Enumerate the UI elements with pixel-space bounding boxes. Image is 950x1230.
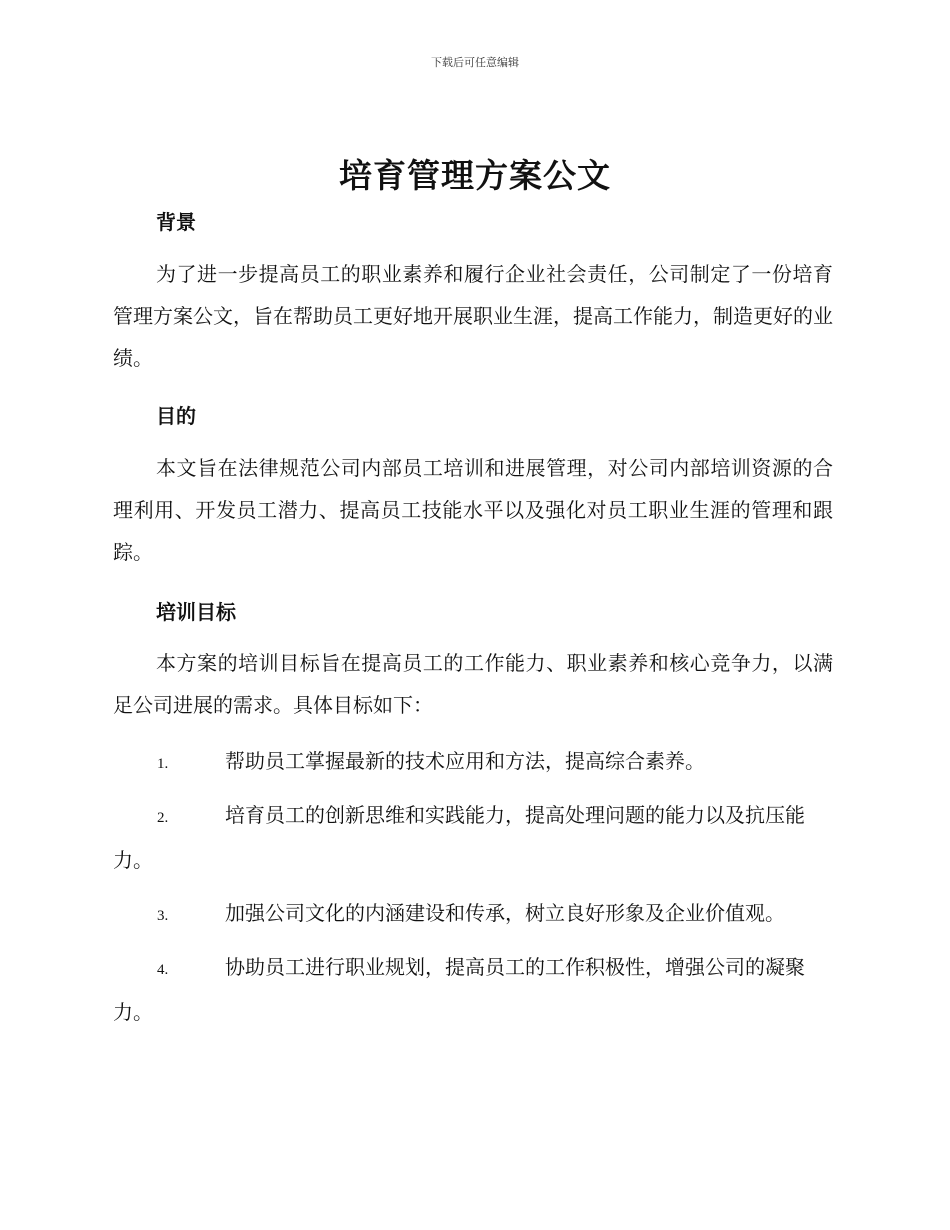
list-item-text: 培育员工的创新思维和实践能力，提高处理问题的能力以及抗压能力。 [113, 803, 805, 872]
paragraph-background: 为了进一步提高员工的职业素养和履行企业社会责任，公司制定了一份培育管理方案公文，旨在帮助员工更好地开展职业生涯，提高工作能力，制造更好的业绩。 [113, 262, 833, 370]
list-item-number: 1. [157, 756, 169, 772]
section-heading-background: 背景 [156, 210, 196, 234]
list-item [113, 892, 833, 937]
document-title: 培育管理方案公文 [339, 156, 611, 195]
list-item-number: 3. [157, 908, 169, 924]
list-item-text: 帮助员工掌握最新的技术应用和方法，提高综合素养。 [225, 749, 705, 773]
list-item [113, 946, 833, 1033]
list-item [113, 740, 833, 785]
paragraph-purpose: 本文旨在法律规范公司内部员工培训和进展管理，对公司内部培训资源的合理利用、开发员工潜力、提高员工技能水平以及强化对员工职业生涯的管理和跟踪。 [113, 456, 833, 564]
list-item-text: 协助员工进行职业规划，提高员工的工作积极性，增强公司的凝聚力。 [113, 955, 805, 1024]
list-item-text: 加强公司文化的内涵建设和传承，树立良好形象及企业价值观。 [225, 901, 785, 925]
list-item [113, 794, 833, 881]
paragraph-training-goals: 本方案的培训目标旨在提高员工的工作能力、职业素养和核心竞争力，以满足公司进展的需求。具体目标如下： [113, 651, 833, 717]
section-heading-purpose: 目的 [156, 404, 196, 428]
list-item-number: 2. [157, 810, 169, 826]
list-item-number: 4. [157, 962, 169, 978]
section-heading-training-goals: 培训目标 [156, 600, 236, 624]
page-header-note: 下载后可任意编辑 [431, 56, 519, 69]
